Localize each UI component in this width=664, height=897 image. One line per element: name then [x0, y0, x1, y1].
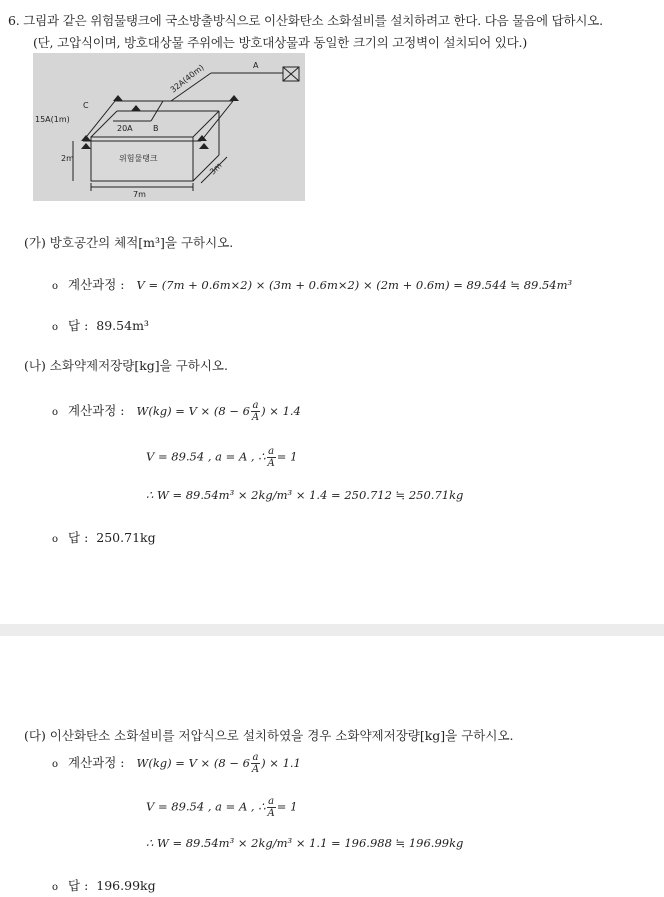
- label-b: B: [153, 124, 159, 133]
- bullet: o: [52, 281, 59, 292]
- answer-label: 답 :: [68, 318, 89, 333]
- part-na-formula-right: ) × 1.4: [261, 404, 301, 418]
- label-3m: 3m: [208, 160, 224, 177]
- fraction-numerator: a: [268, 446, 275, 457]
- answer-label: 답 :: [68, 530, 89, 545]
- part-da-formula-left: W(kg) = V × (8 − 6: [136, 756, 250, 770]
- fraction-denominator: A: [251, 412, 260, 423]
- calc-label: 계산과정 :: [68, 403, 125, 418]
- part-ga-calc: V = (7m + 0.6m×2) × (3m + 0.6m×2) × (2m + 0.6m) = 89.544 ≒ 89.54m³: [136, 278, 573, 292]
- fraction-denominator: A: [251, 764, 260, 775]
- question-text-line2: (단, 고압식이며, 방호대상물 주위에는 방호대상물과 동일한 크기의 고정벽이 설치되어 있다.): [33, 35, 528, 50]
- label-a: A: [253, 61, 259, 70]
- tank-diagram: [33, 53, 305, 201]
- fraction-denominator: A: [267, 458, 275, 469]
- bullet: o: [52, 407, 59, 418]
- label-tank: 위험물탱크: [119, 154, 158, 163]
- bullet: o: [52, 759, 59, 770]
- part-da-answer: 196.99kg: [96, 878, 156, 893]
- bullet: o: [52, 534, 59, 545]
- part-na-formula-row: [52, 400, 301, 423]
- part-da-line2-left: V = 89.54 , a = A , ∴: [146, 799, 266, 814]
- label-c: C: [83, 101, 89, 110]
- part-na-line2-right: = 1: [276, 449, 298, 464]
- part-da-title: (다) 이산화탄소 소화설비를 저압식으로 설치하였을 경우 소화약제저장량[kg]을 구하시오.: [24, 728, 514, 743]
- fraction: [251, 752, 260, 775]
- part-na-line3: ∴ W = 89.54m³ × 2kg/m³ × 1.4 = 250.712 ≒ 250.71kg: [146, 488, 464, 502]
- part-na-line2: [146, 446, 297, 469]
- part-da-formula-right: ) × 1.1: [261, 756, 301, 770]
- fraction-numerator: a: [252, 400, 259, 411]
- fraction-numerator: a: [252, 752, 259, 763]
- part-ga-answer-row: [52, 316, 149, 334]
- part-ga-calc-row: [52, 275, 572, 293]
- bullet: o: [52, 882, 59, 893]
- calc-label: 계산과정 :: [68, 755, 125, 770]
- part-da-formula-row: [52, 752, 301, 775]
- part-na-answer-row: [52, 528, 156, 546]
- fraction: [267, 796, 276, 819]
- part-da-answer-row: [52, 876, 156, 894]
- label-20a: 20A: [117, 124, 133, 133]
- label-7m: 7m: [133, 190, 146, 199]
- part-da-line2-right: = 1: [276, 799, 298, 814]
- part-na-line2-left: V = 89.54 , a = A , ∴: [146, 449, 266, 464]
- label-15a: 15A(1m): [35, 115, 70, 124]
- part-ga-title: (가) 방호공간의 체적[m³]을 구하시오.: [24, 235, 234, 250]
- tank-diagram-svg: [33, 53, 305, 201]
- answer-label: 답 :: [68, 878, 89, 893]
- part-da-line3: ∴ W = 89.54m³ × 2kg/m³ × 1.1 = 196.988 ≒ 196.99kg: [146, 836, 464, 850]
- question-text-line1: 6. 그림과 같은 위험물탱크에 국소방출방식으로 이산화탄소 소화설비를 설치하려고 한다. 다음 물음에 답하시오.: [8, 13, 603, 28]
- fraction: [251, 400, 260, 423]
- page-separator: [0, 624, 664, 636]
- part-na-formula-left: W(kg) = V × (8 − 6: [136, 404, 250, 418]
- label-2m: 2m: [61, 154, 74, 163]
- fraction-denominator: A: [267, 808, 275, 819]
- part-da-line2: [146, 796, 297, 819]
- fraction-numerator: a: [268, 796, 275, 807]
- part-na-answer: 250.71kg: [96, 530, 156, 545]
- label-32a: 32A(40m): [168, 62, 206, 95]
- bullet: o: [52, 322, 59, 333]
- part-na-title: (나) 소화약제저장량[kg]을 구하시오.: [24, 358, 228, 373]
- calc-label: 계산과정 :: [68, 277, 125, 292]
- fraction: [267, 446, 276, 469]
- part-ga-answer: 89.54m³: [96, 318, 149, 333]
